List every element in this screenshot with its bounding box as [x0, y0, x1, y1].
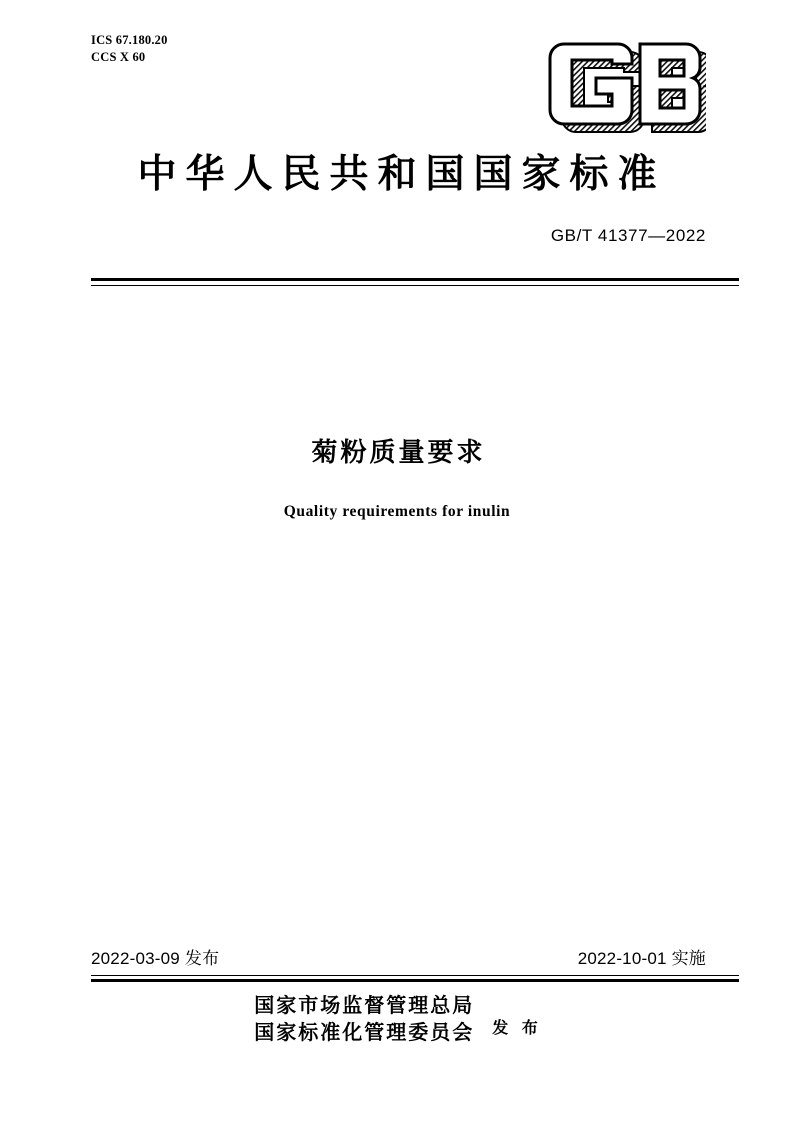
document-title-english: Quality requirements for inulin [283, 503, 511, 520]
issuing-authorities [0, 992, 794, 1046]
footer-rule-thick [91, 979, 739, 982]
standard-number: GB/T 41377—2022 [550, 226, 706, 245]
document-title-chinese: 菊粉质量要求 [311, 438, 486, 468]
ccs-code: CCS X 60 [91, 50, 146, 64]
gb-emblem-icon [536, 30, 706, 138]
header-rule-thin [91, 285, 739, 286]
issue-label: 发 布 [492, 1017, 542, 1037]
ics-code: ICS 67.180.20 [91, 33, 168, 47]
classification-codes [91, 32, 168, 66]
header-rule-thick [91, 278, 739, 281]
issuer-line-2: 国家标准化管理委员会 [254, 1020, 475, 1044]
issuer-line-1: 国家市场监督管理总局 [254, 993, 475, 1017]
issue-date: 2022-03-09 发布 [91, 949, 220, 968]
effective-date: 2022-10-01 实施 [577, 949, 706, 968]
issuer-name-block [252, 992, 474, 1046]
footer-rule-thin [91, 975, 739, 976]
national-standard-heading: 中华人民共和国国家标准 [137, 151, 666, 197]
